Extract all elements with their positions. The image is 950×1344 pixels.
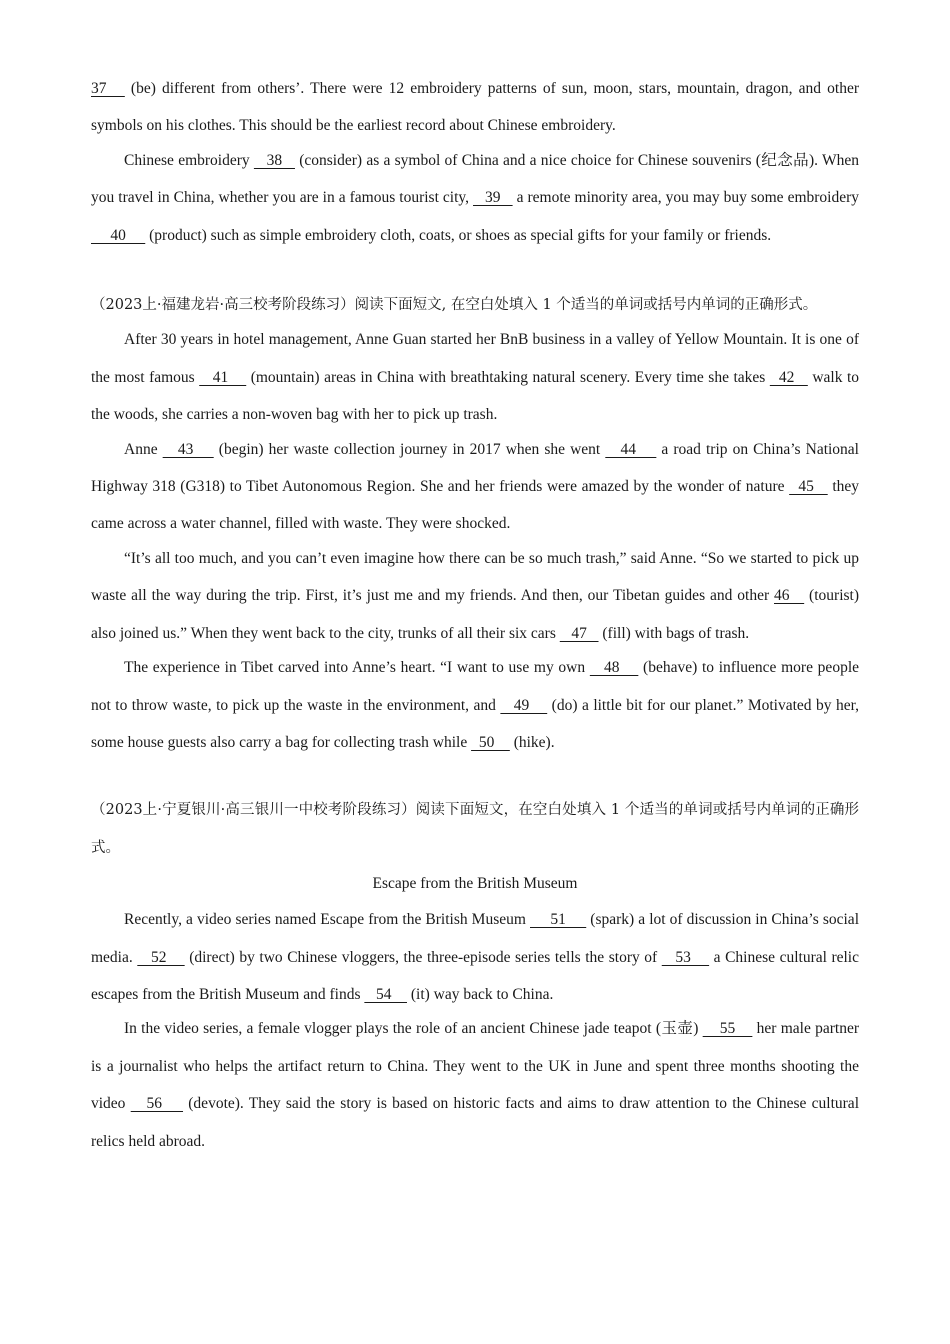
document-page (91, 70, 859, 1160)
paragraph-text: (hike). (509, 733, 555, 751)
paragraph-text: (consider) as a symbol of China and a nice choice for Chinese souvenirs (纪念品). When you travel in China, whether you are in a famous tourist city, (91, 151, 859, 207)
blank-39[interactable]: 39 (473, 189, 513, 207)
paragraph-text: (behave) to influence more people not to throw waste, to pick up the waste in the environment, and (91, 659, 859, 714)
paragraph-5 (91, 540, 859, 652)
paragraph-text: (direct) by two Chinese vloggers, the three-episode series tells the story of (184, 948, 662, 966)
blank-38[interactable]: 38 (253, 151, 295, 169)
paragraph-text: (tourist) also joined us.” When they went back to the city, trunks of all their six cars (91, 587, 859, 642)
paragraph-text: Recently, a video series named Escape from the British Museum (124, 911, 530, 929)
paragraph-2 (91, 142, 859, 254)
paragraph-text: (it) way back to China. (406, 985, 554, 1003)
blank-51[interactable]: 51 (530, 911, 587, 929)
blank-42[interactable]: 42 (769, 368, 808, 386)
paragraph-text: they came across a water channel, filled with waste. They were shocked. (91, 478, 860, 533)
blank-52[interactable]: 52 (137, 948, 185, 966)
blank-40[interactable]: 40 (91, 226, 146, 244)
blank-44[interactable]: 44 (605, 440, 657, 458)
blank-45[interactable]: 45 (789, 478, 828, 496)
blank-50[interactable]: 50 (471, 733, 510, 751)
blank-53[interactable]: 53 (661, 948, 710, 966)
paragraph-text: her male partner is a journalist who helps the artifact return to China. They went to the UK in June and spent three months shooting the video (91, 1020, 859, 1113)
blank-49[interactable]: 49 (500, 696, 548, 714)
section-heading-1: （2023上·福建龙岩·高三校考阶段练习）阅读下面短文, 在空白处填入 1 个适当的单词或括号内单词的正确形式。 (91, 297, 818, 314)
paragraph-text: (mountain) areas in China with breathtaking natural scenery. Every time she takes (246, 368, 770, 386)
section-spacer (91, 254, 859, 287)
paragraph-text: Anne (124, 440, 163, 458)
paragraph-text: (do) a little bit for our planet.” Motivated by her, some house guests also carry a bag for collecting trash while (91, 696, 860, 751)
passage-title: Escape from the British Museum (372, 875, 578, 893)
blank-37[interactable]: 37 (91, 80, 125, 97)
paragraph-text: a Chinese cultural relic escapes from the British Museum and finds (91, 948, 859, 1003)
blank-48[interactable]: 48 (589, 659, 639, 677)
blank-54[interactable]: 54 (364, 985, 407, 1003)
paragraph-7 (91, 901, 859, 1013)
paragraph-text: The experience in Tibet carved into Anne’s heart. “I want to use my own (124, 659, 590, 677)
paragraph-8 (91, 1010, 859, 1160)
section-spacer (91, 761, 859, 792)
paragraph-text: After 30 years in hotel management, Anne Guan started her BnB business in a valley of Yellow Mountain. It is one of the most famous (91, 331, 859, 386)
blank-47[interactable]: 47 (559, 624, 599, 642)
paragraph-text: (spark) a lot of discussion in China’s social media. (91, 911, 859, 966)
paragraph-3 (91, 321, 859, 433)
paragraph-1 (91, 70, 859, 145)
blank-56[interactable]: 56 (130, 1095, 184, 1113)
section-heading-2: （2023上·宁夏银川·高三银川一中校考阶段练习）阅读下面短文，在空白处填入 1 个适当的单词或括号内单词的正确形式。 (91, 802, 859, 856)
paragraph-text: a road trip on China’s National Highway 318 (G318) to Tibet Autonomous Region. She and her friends were amazed by the wonder of nature (91, 440, 859, 496)
paragraph-text: (begin) her waste collection journey in 2017 when she went (213, 440, 606, 458)
paragraph-text: (devote). They said the story is based on historic facts and aims to draw attention to the Chinese cultural relics held abroad. (91, 1095, 859, 1150)
paragraph-text: (fill) with bags of trash. (598, 624, 750, 642)
paragraph-text: Chinese embroidery (124, 151, 254, 169)
blank-41[interactable]: 41 (199, 368, 247, 386)
paragraph-text: a remote minority area, you may buy some embroidery (512, 189, 860, 207)
paragraph-6 (91, 649, 859, 761)
blank-43[interactable]: 43 (162, 440, 214, 458)
paragraph-text: In the video series, a female vlogger plays the role of an ancient Chinese jade teapot (玉壶) (124, 1020, 703, 1038)
blank-55[interactable]: 55 (702, 1020, 753, 1038)
paragraph-text: (be) different from others’. There were 12 embroidery patterns of sun, moon, stars, mountain, dragon, and other symbols on his clothes. This should be the earliest record about Chinese embroidery. (91, 80, 859, 135)
paragraph-4 (91, 431, 859, 543)
paragraph-text: “It’s all too much, and you can’t even imagine how there can be so much trash,” said Anne. “So we started to pick up waste all the way during the trip. First, it’s just me and my friends. And then, our Tibetan guides and other (91, 549, 859, 605)
blank-46[interactable]: 46 (774, 587, 805, 605)
paragraph-text: (product) such as simple embroidery cloth, coats, or shoes as special gifts for your family or friends. (145, 226, 772, 244)
paragraph-text: walk to the woods, she carries a non-woven bag with her to pick up trash. (91, 368, 860, 424)
